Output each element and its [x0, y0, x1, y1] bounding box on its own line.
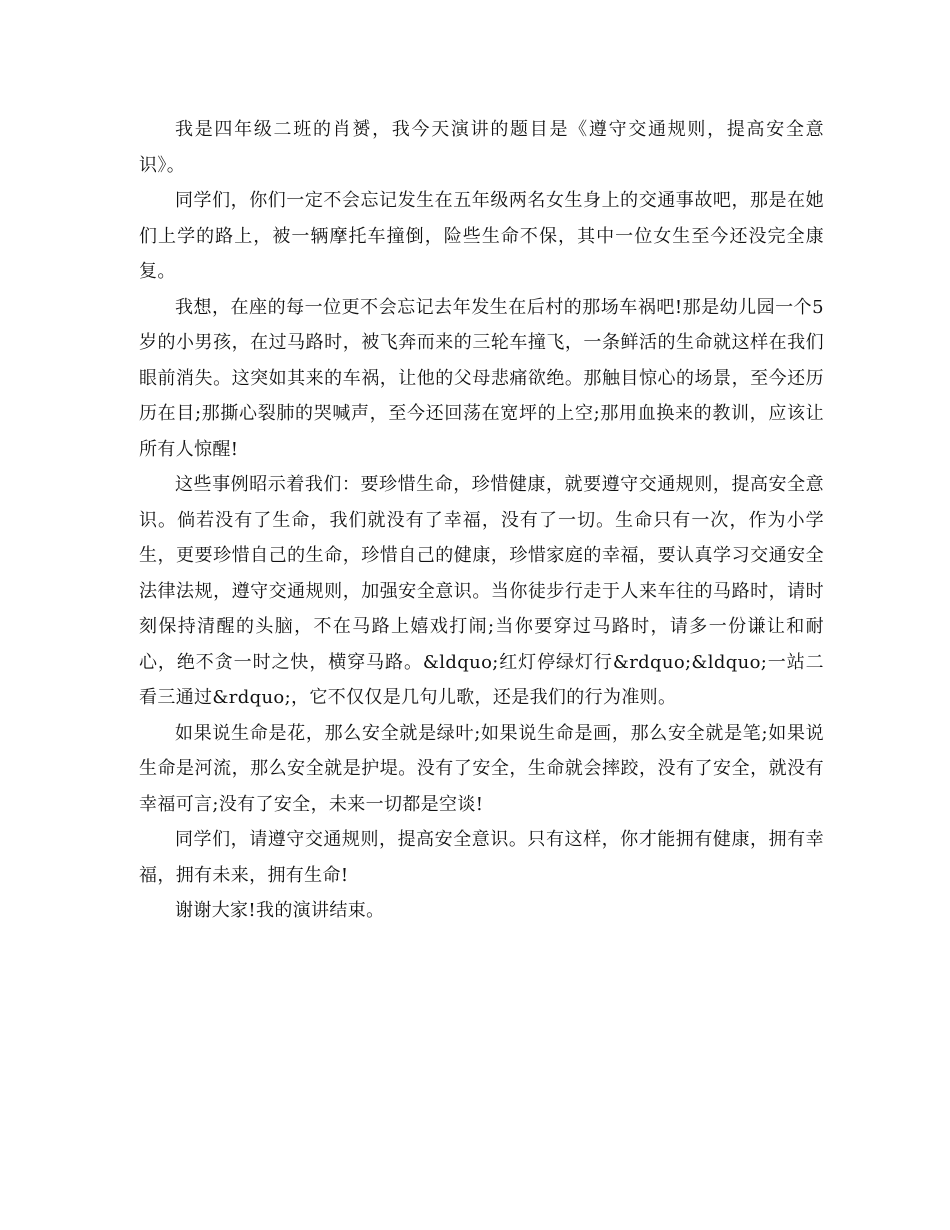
paragraph-lessons: 这些事例昭示着我们：要珍惜生命，珍惜健康，就要遵守交通规则，提高安全意识。倘若没有了生命，我们就没有了幸福，没有了一切。生命只有一次，作为小学生，更要珍惜自己的生命，珍惜自己的健康，珍惜家庭的幸福，要认真学习交通安全法律法规，遵守交通规则，加强安全意识。当你徒步行走于人来车往的马路时，请时刻保持清醒的头脑，不在马路上嬉戏打闹;当你要穿过马路时，请多一份谦让和耐心，绝不贪一时之快，横穿马路。&ldquo;红灯停绿灯行&rdquo;&ldquo;一站二看三通过&rdquo;，它不仅仅是几句儿歌，还是我们的行为准则。: [139, 474, 824, 708]
paragraph-appeal: 同学们，请遵守交通规则，提高安全意识。只有这样，你才能拥有健康，拥有幸福，拥有未来，拥有生命!: [139, 829, 824, 886]
paragraph-accident: 同学们，你们一定不会忘记发生在五年级两名女生身上的交通事故吧，那是在她们上学的路上，被一辆摩托车撞倒，险些生命不保，其中一位女生至今还没完全康复。: [139, 190, 824, 282]
paragraph-intro: 我是四年级二班的肖赟，我今天演讲的题目是《遵守交通规则，提高安全意识》。: [139, 119, 824, 176]
speech-document: [139, 112, 824, 929]
paragraph-metaphor: 如果说生命是花，那么安全就是绿叶;如果说生命是画，那么安全就是笔;如果说生命是河流，那么安全就是护堤。没有了安全，生命就会摔跤，没有了安全，就没有幸福可言;没有了安全，未来一切都是空谈!: [139, 722, 824, 815]
paragraph-memory: 我想，在座的每一位更不会忘记去年发生在后村的那场车祸吧!那是幼儿园一个5岁的小男孩，在过马路时，被飞奔而来的三轮车撞飞，一条鲜活的生命就这样在我们眼前消失。这突如其来的车祸，让他的父母悲痛欲绝。那触目惊心的场景，至今还历历在目;那撕心裂肺的哭喊声，至今还回荡在宽坪的上空;那用血换来的教训，应该让所有人惊醒!: [139, 296, 824, 460]
paragraph-closing: 谢谢大家!我的演讲结束。: [175, 900, 385, 921]
